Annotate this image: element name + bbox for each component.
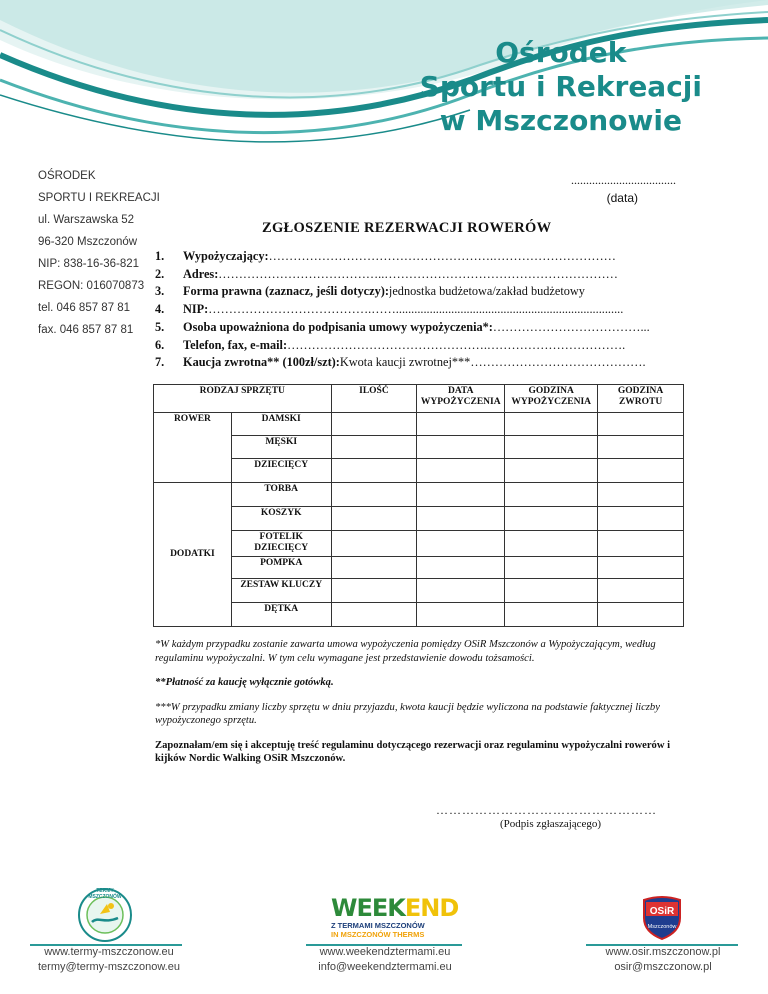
item-detka: DĘTKA [231, 603, 331, 627]
brand-title [420, 36, 702, 138]
qty-cell[interactable] [331, 436, 417, 459]
weekend-logo-sub: Z TERMAMI MSZCZONÓW [331, 921, 425, 930]
date-cell[interactable] [417, 413, 505, 436]
contact-line: 96-320 Mszczonów [38, 236, 138, 248]
form-item[interactable] [155, 283, 685, 301]
date-cell[interactable] [417, 579, 505, 603]
item-label: Adres: [183, 266, 219, 281]
return-cell[interactable] [598, 531, 684, 557]
date-cell[interactable] [417, 483, 505, 507]
header-return: GODZINA ZWROTU [598, 385, 684, 413]
return-cell[interactable] [598, 483, 684, 507]
qty-cell[interactable] [331, 507, 417, 531]
item-damski: DAMSKI [231, 413, 331, 436]
osir-logo [642, 894, 682, 940]
item-label: NIP: [183, 302, 209, 317]
brand-line: Ośrodek [495, 36, 627, 69]
document-title: ZGŁOSZENIE REZERWACJI ROWERÓW [262, 220, 552, 236]
form-item[interactable] [155, 319, 685, 337]
item-number: 7. [155, 355, 165, 370]
contact-line: REGON: 016070873 [38, 280, 145, 292]
signature-field[interactable]: …………………………………………… [436, 803, 657, 817]
return-cell[interactable] [598, 507, 684, 531]
item-fill: Kwota kaucji zwrotnej***……………………………………. [339, 355, 646, 370]
item-number: 5. [155, 319, 165, 334]
item-fill: …………………………………..………………………………………………… [218, 266, 618, 281]
weekend-logo-part: WEEK [331, 894, 405, 922]
return-cell[interactable] [598, 603, 684, 627]
weekend-logo-part: END [404, 894, 459, 922]
date-cell[interactable] [417, 531, 505, 557]
item-number: 4. [155, 302, 165, 317]
qty-cell[interactable] [331, 603, 417, 627]
time-cell[interactable] [505, 459, 598, 483]
dodatki-label: DODATKI [154, 483, 232, 627]
brand-line: Sportu i Rekreacji [419, 70, 702, 103]
footer-email[interactable]: info@weekendztermami.eu [318, 961, 452, 973]
item-number: 1. [155, 249, 165, 263]
qty-cell[interactable] [331, 579, 417, 603]
item-meski: MĘSKI [231, 436, 331, 459]
date-cell[interactable] [417, 459, 505, 483]
return-cell[interactable] [598, 579, 684, 603]
footer-osir [578, 945, 748, 975]
qty-cell[interactable] [331, 557, 417, 579]
item-number: 2. [155, 266, 165, 281]
time-cell[interactable] [505, 413, 598, 436]
time-cell[interactable] [505, 436, 598, 459]
item-fill: ……………………………………………….………………………… [268, 249, 616, 263]
note-payment: **Płatność za kaucję wyłącznie gotówką. [155, 677, 334, 688]
footer-link[interactable]: www.osir.mszczonow.pl [605, 946, 721, 958]
item-label: Osoba upoważniona do podpisania umowy wypożyczenia*: [183, 319, 493, 334]
item-label: Kaucja zwrotna** (100zł/szt): [183, 355, 340, 370]
date-label: (data) [606, 191, 638, 205]
date-cell[interactable] [417, 603, 505, 627]
form-item[interactable] [155, 354, 685, 372]
weekend-logo-sub: IN MSZCZONÓW THERMS [331, 930, 425, 939]
form-item[interactable] [155, 266, 685, 284]
footer-email[interactable]: osir@mszczonow.pl [614, 961, 712, 973]
item-fotelik: FOTELIK DZIECIĘCY [231, 531, 331, 557]
time-cell[interactable] [505, 557, 598, 579]
header-time: GODZINA WYPOŻYCZENIA [505, 385, 598, 413]
return-cell[interactable] [598, 557, 684, 579]
osir-logo-text: OSiR [649, 906, 675, 917]
item-number: 3. [155, 284, 165, 299]
contact-line: ul. Warszawska 52 [38, 214, 135, 226]
contact-line: OŚRODEK [38, 170, 96, 182]
qty-cell[interactable] [331, 459, 417, 483]
footer-email[interactable]: termy@termy-mszczonow.eu [38, 961, 180, 973]
footer-link[interactable]: www.weekendztermami.eu [319, 946, 451, 958]
return-cell[interactable] [598, 459, 684, 483]
note-deposit: ***W przypadku zmiany liczby sprzętu w dniu przyjazdu, kwota kaucji będzie wyliczona na podstawie faktycznej liczby wypożyczonego sprzętu. [155, 701, 660, 726]
qty-cell[interactable] [331, 531, 417, 557]
form-item[interactable] [155, 337, 685, 355]
form-items [155, 248, 685, 372]
item-fill: ………………………………………….……………………………. [287, 337, 626, 352]
brand-line: w Mszczonowie [439, 104, 682, 137]
equipment-table [153, 384, 684, 627]
header-qty: ILOŚĆ [331, 385, 417, 413]
item-dzieciecy: DZIECIĘCY [231, 459, 331, 483]
qty-cell[interactable] [331, 413, 417, 436]
acceptance-statement: Zapoznałam/em się i akceptuję treść regulaminu dotyczącego rezerwacji oraz regulaminu wypożyczalni rowerów i kijków Nordic Walking OSiR Mszczonów. [155, 739, 671, 764]
return-cell[interactable] [598, 413, 684, 436]
time-cell[interactable] [505, 531, 598, 557]
footer-termy [24, 945, 194, 975]
item-fill: jednostka budżetowa/zakład budżetowy [388, 284, 585, 299]
contact-line: NIP: 838-16-36-821 [38, 258, 140, 270]
contact-line: fax. 046 857 87 81 [38, 324, 134, 336]
item-label: Wypożyczający: [183, 249, 269, 263]
item-zestaw-kluczy: ZESTAW KLUCZY [231, 579, 331, 603]
item-fill: ………………………………... [492, 319, 650, 334]
osir-logo-sub: Mszczonów [647, 924, 677, 930]
time-cell[interactable] [505, 603, 598, 627]
qty-cell[interactable] [331, 483, 417, 507]
return-cell[interactable] [598, 436, 684, 459]
contact-info [38, 165, 160, 341]
signature-label: (Podpis zgłaszającego) [500, 818, 602, 830]
item-koszyk: KOSZYK [231, 507, 331, 531]
time-cell[interactable] [505, 483, 598, 507]
header-date: DATA WYPOŻYCZENIA [417, 385, 505, 413]
footer-weekend [300, 945, 470, 975]
weekend-logo [331, 896, 458, 920]
date-field[interactable]: ................................... [571, 173, 676, 187]
date-cell[interactable] [417, 507, 505, 531]
contact-line: SPORTU I REKREACJI [38, 192, 160, 204]
item-pompka: POMPKA [231, 557, 331, 579]
form-item[interactable] [155, 301, 685, 319]
rower-label: ROWER [154, 413, 232, 483]
footer-link[interactable]: www.termy-mszczonow.eu [44, 946, 174, 958]
item-torba: TORBA [231, 483, 331, 507]
date-cell[interactable] [417, 436, 505, 459]
date-cell[interactable] [417, 557, 505, 579]
notes [155, 638, 685, 777]
time-cell[interactable] [505, 579, 598, 603]
item-number: 6. [155, 337, 165, 352]
note-agreement: *W każdym przypadku zostanie zawarta umowa wypożyczenia pomiędzy OSiR Mszczonów a Wypożyczającym, według regulaminu wypożyczalni. W tym celu wymagane jest przedstawienie dowodu tożsamości. [155, 639, 656, 664]
time-cell[interactable] [505, 507, 598, 531]
termy-logo-text: TERMY MSZCZONÓW [88, 888, 122, 900]
contact-line: tel. 046 857 87 81 [38, 302, 131, 314]
item-fill: ………………………………….…….......................................................................... [208, 302, 624, 317]
form-item[interactable] [155, 248, 685, 266]
item-label: Forma prawna (zaznacz, jeśli dotyczy): [183, 284, 389, 299]
item-label: Telefon, fax, e-mail: [183, 337, 288, 352]
header-equipment: RODZAJ SPRZĘTU [154, 385, 332, 413]
